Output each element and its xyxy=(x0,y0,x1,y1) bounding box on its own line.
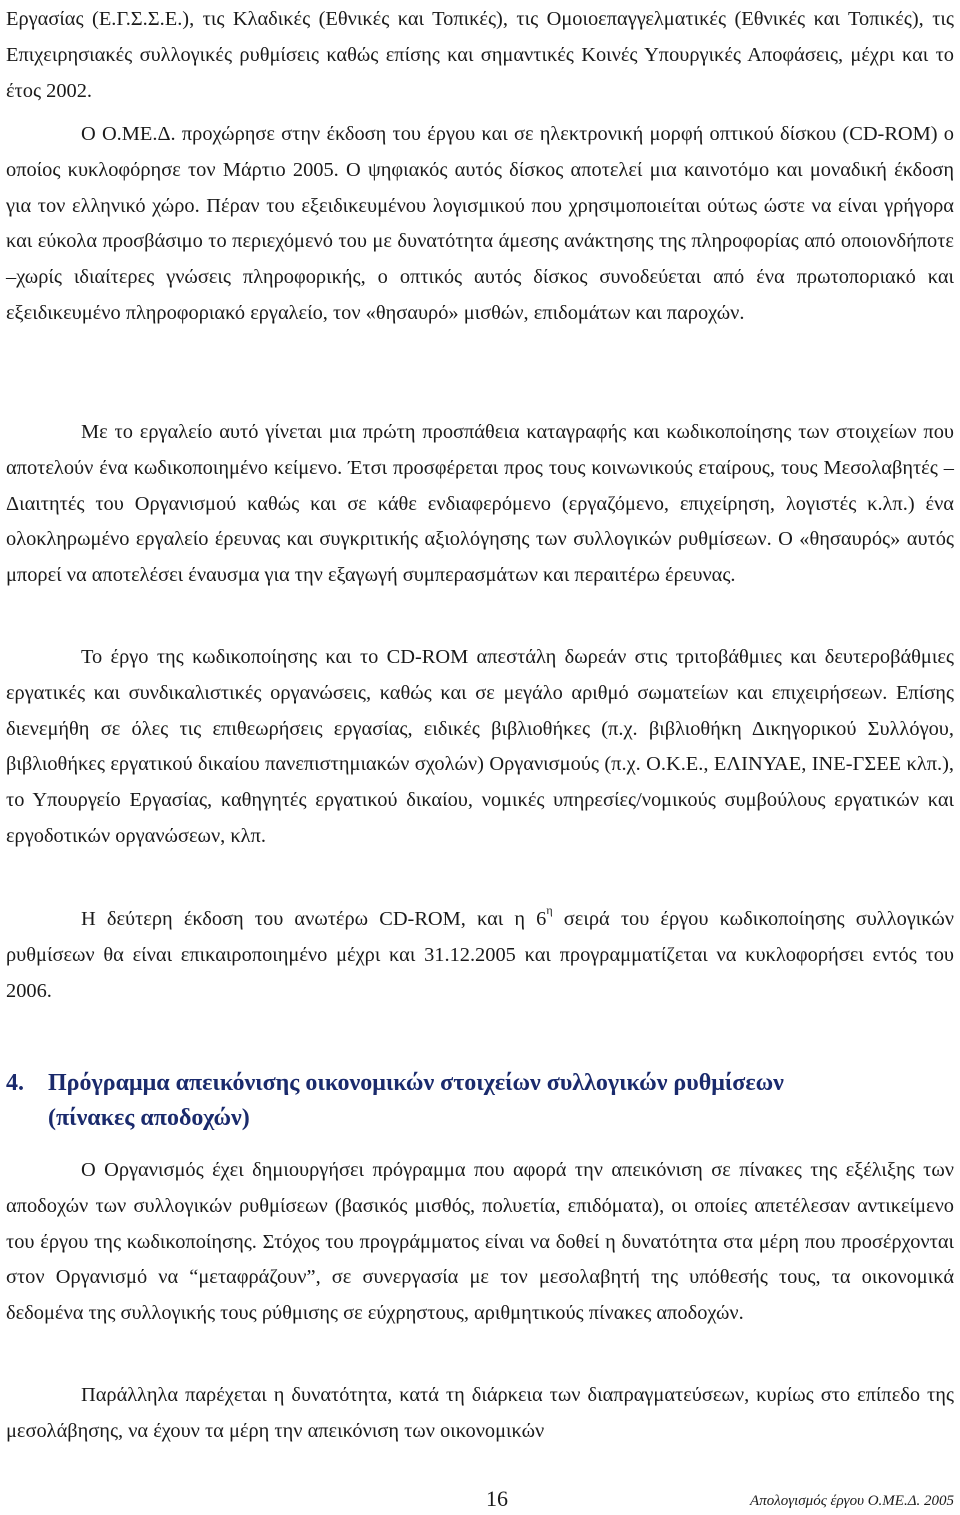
paragraph-continuation: Εργασίας (Ε.Γ.Σ.Σ.Ε.), τις Κλαδικές (Εθνικές και Τοπικές), τις Ομοιοεπαγγελματικές (Εθνικές και Τοπικές), τις Επιχειρησιακές συλλογικές ρυθμίσεις καθώς επίσης και σημαντικές Κοινές Υπουργικές Αποφάσεις, μέχρι και το έτος 2002. xyxy=(6,8,954,102)
paragraph-negotiation-support: Παράλληλα παρέχεται η δυνατότητα, κατά τη διάρκεια των διαπραγματεύσεων, κυρίως στο επίπεδο της μεσολάβησης, να έχουν τα μέρη την απεικόνιση των οικονομικών xyxy=(6,1384,954,1442)
paragraph-program-description: Ο Οργανισμός έχει δημιουργήσει πρόγραμμα που αφορά την απεικόνιση σε πίνακες της εξέλιξης των αποδοχών των συλλογικών ρυθμίσεων (βασικός μισθός, πολυετία, επιδόματα), οι οποίες απετέλεσαν αντικείμενο του έργου της κωδικοποίησης. Στόχος του προγράμματος είναι να δοθεί η δυνατότητα στα μέρη που προσέρχονται στον Οργανισμό να “μεταφράζουν”, σε συνεργασία με τον μεσολαβητή της υπόθεσής τους, τα οικονομικά δεδομένα της συλλογικής τους ρύθμισης σε εύχρηστους, αριθμητικούς πίνακες αποδοχών. xyxy=(6,1159,954,1325)
second-edition-text-start: Η δεύτερη έκδοση του ανωτέρω CD-ROM, και η 6 xyxy=(81,908,547,930)
document-page xyxy=(6,0,954,1515)
paragraph-cd-rom-edition: Ο Ο.ΜΕ.Δ. προχώρησε στην έκδοση του έργου και σε ηλεκτρονική μορφή οπτικού δίσκου (CD-ROM) ο οποίος κυκλοφόρησε τον Μάρτιο 2005. Ο ψηφιακός αυτός δίσκος αποτελεί μια καινοτόμο και μοναδική έκδοση για τον ελληνικό χώρο. Πέραν του εξειδικευμένου λογισμικού που χρησιμοποιείται ούτως ώστε να είναι γρήγορα και εύκολα προσβάσιμο το περιεχόμενό του με δυνατότητα άμεσης ανάκτησης της πληροφορίας από οποιονδήποτε –χωρίς ιδιαίτερες γνώσεις πληροφορικής, ο οπτικός αυτός δίσκος συνοδεύεται από ένα πρωτοποριακό και εξειδικευμένο πληροφοριακό εργαλείο, τον «θησαυρό» μισθών, επιδομάτων και παροχών. xyxy=(6,123,954,324)
section-heading xyxy=(6,1066,954,1136)
ordinal-superscript: η xyxy=(546,903,553,918)
paragraph-tool-description: Με το εργαλείο αυτό γίνεται μια πρώτη προσπάθεια καταγραφής και κωδικοποίησης των στοιχείων που αποτελούν ένα κωδικοποιημένο κείμενο. Έτσι προσφέρεται προς τους κοινωνικούς εταίρους, τους Μεσολαβητές – Διαιτητές του Οργανισμού καθώς και σε κάθε ενδιαφερόμενο (εργαζόμενο, επιχείρηση, λογιστές κ.λπ.) ένα ολοκληρωμένο εργαλείο έρευνας και συγκριτικής αξιολόγησης των συλλογικών ρυθμίσεων. Ο «θησαυρός» αυτός μπορεί να αποτελέσει έναυσμα για την εξαγωγή συμπερασμάτων και περαιτέρω έρευνας. xyxy=(6,421,954,587)
page-number: 16 xyxy=(486,1486,508,1511)
second-edition-text-end: σειρά του έργου κωδικοποίησης συλλογικών ρυθμίσεων θα είναι επικαιροποιημένο μέχρι και 31.12.2005 και προγραμματίζεται να κυκλοφορήσει εντός του 2006. xyxy=(6,908,955,1002)
section-title-line2: (πίνακες αποδοχών) xyxy=(48,1105,250,1131)
section-title-line1: Πρόγραμμα απεικόνισης οικονομικών στοιχείων συλλογικών ρυθμίσεων xyxy=(48,1070,784,1096)
paragraph-distribution: Το έργο της κωδικοποίησης και το CD-ROM απεστάλη δωρεάν στις τριτοβάθμιες και δευτεροβάθμιες εργατικές και συνδικαλιστικές οργανώσεις, καθώς και σε μεγάλο αριθμό σωματείων και επιχειρήσεων. Επίσης διενεμήθη σε όλες τις επιθεωρήσεις εργασίας, ειδικές βιβλιοθήκες (π.χ. βιβλιοθήκη Δικηγορικού Συλλόγου, βιβλιοθήκες εργατικού δικαίου πανεπιστημιακών σχολών) Οργανισμούς (π.χ. Ο.Κ.Ε., ΕΛΙΝΥΑΕ, ΙΝΕ-ΓΣΕΕ κλπ.), το Υπουργείο Εργασίας, καθηγητές εργατικού δικαίου, νομικές υπηρεσίες/νομικούς συμβούλους εργατικών και εργοδοτικών οργανώσεων, κλπ. xyxy=(6,646,954,847)
running-footer-title: Απολογισμός έργου Ο.ΜΕ.Δ. 2005 xyxy=(750,1493,954,1509)
paragraph-second-edition xyxy=(6,902,954,1009)
section-number: 4. xyxy=(6,1070,24,1096)
